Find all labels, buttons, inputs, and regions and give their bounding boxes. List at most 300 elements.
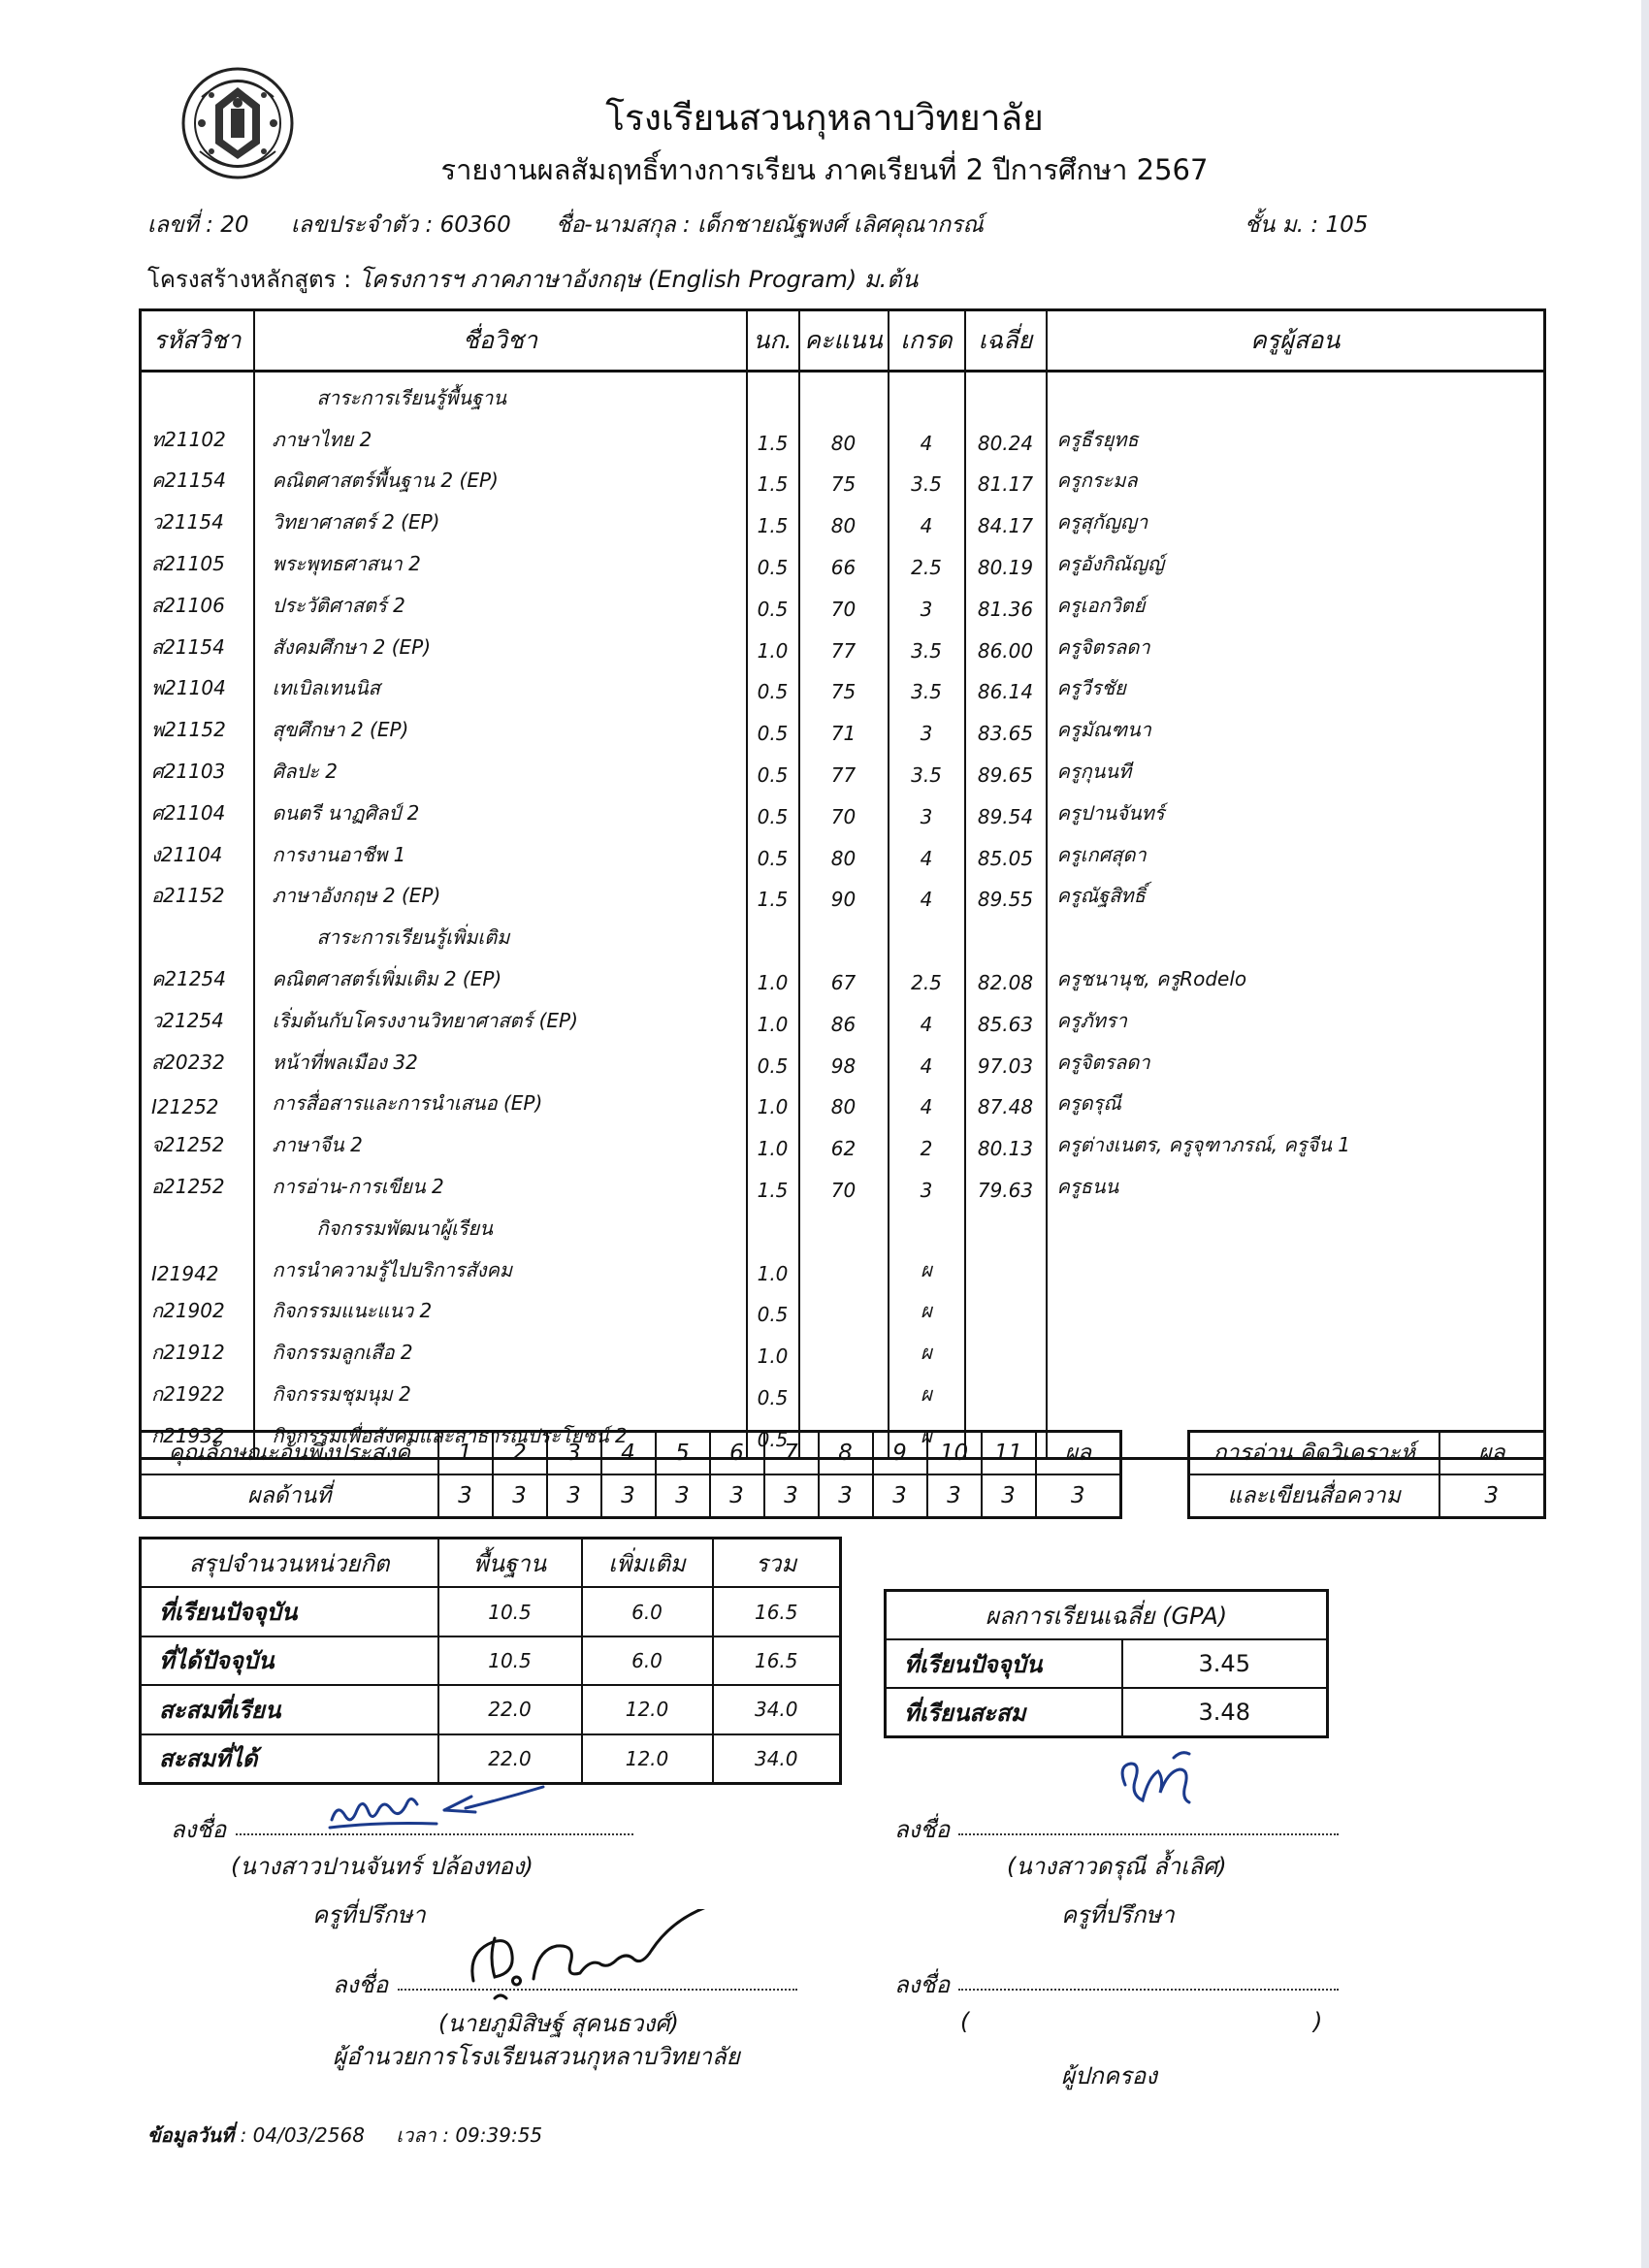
trait-aspect-score: 3 <box>547 1474 601 1518</box>
trait-aspect-score: 3 <box>819 1474 873 1518</box>
traits-aspect-label: ผลด้านที่ <box>141 1474 438 1518</box>
col-header-grade: เกรด <box>889 310 965 372</box>
empty-cell <box>889 912 965 954</box>
grade-row <box>141 1161 1545 1203</box>
subject-group-label: สาระการเรียนรู้เพิ่มเติม <box>254 912 747 954</box>
subject-name: ประวัติศาสตร์ 2 <box>254 580 747 622</box>
subject-grade: ผ <box>889 1286 965 1328</box>
director-name: (นายภูมิสิษฐ์ สุคนธวงศ์) <box>438 2010 679 2037</box>
subject-teacher: ครูกระมล <box>1047 456 1545 498</box>
subject-code: ว21154 <box>141 497 254 538</box>
subject-grade: 4 <box>889 1079 965 1120</box>
subject-name: การอ่าน-การเขียน 2 <box>254 1161 747 1203</box>
subject-average: 80.24 <box>965 414 1047 456</box>
reading-label-line2: และเขียนสื่อความ <box>1189 1474 1439 1518</box>
grade-row <box>141 538 1545 580</box>
credits-row <box>141 1587 841 1636</box>
subject-average: 83.65 <box>965 704 1047 746</box>
grade-row <box>141 788 1545 829</box>
sign-label-advisor2: ลงชื่อ <box>894 1816 951 1843</box>
subject-grade: 3 <box>889 788 965 829</box>
credits-extra: 12.0 <box>582 1685 713 1733</box>
subject-score: 77 <box>799 746 889 788</box>
subject-teacher: ครูดรุณี <box>1047 1079 1545 1120</box>
gpa-current-value: 3.45 <box>1122 1639 1328 1688</box>
trait-aspect-number: 1 <box>438 1432 493 1475</box>
subject-name: เทเบิลเทนนิส <box>254 664 747 705</box>
subject-credits: 0.5 <box>747 1369 799 1410</box>
subject-code: จ21252 <box>141 1119 254 1161</box>
subject-code: ง21104 <box>141 829 254 871</box>
subject-teacher: ครูอังกิณัญญ์ <box>1047 538 1545 580</box>
subject-score: 90 <box>799 871 889 913</box>
grade-row <box>141 1119 1545 1161</box>
student-class: ชั้น ม. : 105 <box>1245 212 1369 238</box>
subject-grade: 4 <box>889 995 965 1037</box>
subject-code: I21942 <box>141 1245 254 1286</box>
subject-code: ก21912 <box>141 1327 254 1369</box>
advisor1-role: ครูที่ปรึกษา <box>312 1901 426 1928</box>
subject-credits: 0.5 <box>747 580 799 622</box>
subject-name: การสื่อสารและการนำเสนอ (EP) <box>254 1079 747 1120</box>
subject-name: เริ่มต้นกับโครงงานวิทยาศาสตร์ (EP) <box>254 995 747 1037</box>
subject-score: 75 <box>799 664 889 705</box>
subject-grade: 4 <box>889 1037 965 1079</box>
subject-average <box>965 1327 1047 1369</box>
subject-average: 85.05 <box>965 829 1047 871</box>
subject-teacher <box>1047 1245 1545 1286</box>
empty-cell <box>965 912 1047 954</box>
subject-score: 80 <box>799 497 889 538</box>
grades-table <box>139 308 1546 1460</box>
subject-credits: 0.5 <box>747 1037 799 1079</box>
student-id: เลขประจำตัว : 60360 <box>291 212 511 238</box>
grade-row <box>141 871 1545 913</box>
subject-grade: 2 <box>889 1119 965 1161</box>
subject-name: กิจกรรมแนะแนว 2 <box>254 1286 747 1328</box>
subject-teacher: ครูมัณฑนา <box>1047 704 1545 746</box>
subject-grade: 4 <box>889 414 965 456</box>
subject-average: 87.48 <box>965 1079 1047 1120</box>
subject-credits: 1.0 <box>747 954 799 995</box>
subject-teacher <box>1047 1369 1545 1410</box>
sign-label-parent: ลงชื่อ <box>894 1971 951 1998</box>
empty-cell <box>965 372 1047 414</box>
subject-grade: ผ <box>889 1369 965 1410</box>
subject-name: ภาษาจีน 2 <box>254 1119 747 1161</box>
gpa-current-label: ที่เรียนปัจจุบัน <box>886 1639 1122 1688</box>
subject-average <box>965 1369 1047 1410</box>
grade-row <box>141 1079 1545 1120</box>
subject-credits: 0.5 <box>747 664 799 705</box>
credits-row <box>141 1636 841 1685</box>
sign-label-director: ลงชื่อ <box>333 1971 389 1998</box>
credits-row <box>141 1685 841 1733</box>
subject-average: 89.54 <box>965 788 1047 829</box>
trait-aspect-score: 3 <box>927 1474 982 1518</box>
director-role: ผู้อำนวยการโรงเรียนสวนกุหลาบวิทยาลัย <box>333 2043 740 2070</box>
subject-score: 80 <box>799 829 889 871</box>
signature-line-advisor2 <box>958 1833 1339 1835</box>
trait-aspect-score: 3 <box>601 1474 656 1518</box>
trait-aspect-score: 3 <box>982 1474 1036 1518</box>
footer-timestamp: ข้อมูลวันที่ : 04/03/2568 เวลา : 09:39:55 <box>147 2123 543 2147</box>
empty-cell <box>141 372 254 414</box>
parent-paren-close: ) <box>1313 2008 1323 2035</box>
subject-teacher: ครูต่างเนตร, ครูจุฑาภรณ์, ครูจีน 1 <box>1047 1119 1545 1161</box>
col-header-score: คะแนน <box>799 310 889 372</box>
subject-name: การงานอาชีพ 1 <box>254 829 747 871</box>
trait-aspect-number: 3 <box>547 1432 601 1475</box>
trait-aspect-number: 5 <box>656 1432 710 1475</box>
student-name: ชื่อ-นามสกุล : เด็กชายณัฐพงศ์ เลิศคุณากรณ์ <box>556 212 984 238</box>
trait-aspect-number: 2 <box>493 1432 547 1475</box>
empty-cell <box>799 1203 889 1245</box>
subject-credits: 0.5 <box>747 746 799 788</box>
grade-row <box>141 1369 1545 1410</box>
subject-credits: 0.5 <box>747 1410 799 1458</box>
subject-grade: 3.5 <box>889 746 965 788</box>
empty-cell <box>799 912 889 954</box>
grade-row <box>141 1327 1545 1369</box>
subject-average <box>965 1286 1047 1328</box>
credits-col-extra: เพิ่มเติม <box>582 1539 713 1588</box>
subject-score <box>799 1327 889 1369</box>
subject-grade: 2.5 <box>889 954 965 995</box>
student-number: เลขที่ : 20 <box>147 212 249 238</box>
subject-code: ท21102 <box>141 414 254 456</box>
subject-grade: 4 <box>889 871 965 913</box>
subject-average: 81.17 <box>965 456 1047 498</box>
subject-code: ก21902 <box>141 1286 254 1328</box>
traits-result-label: ผล <box>1036 1432 1121 1475</box>
subject-grade: 3 <box>889 580 965 622</box>
subject-average: 89.65 <box>965 746 1047 788</box>
subject-teacher <box>1047 1286 1545 1328</box>
credits-basic: 22.0 <box>438 1734 582 1784</box>
subject-credits: 0.5 <box>747 788 799 829</box>
subject-score: 98 <box>799 1037 889 1079</box>
subject-name: สุขศึกษา 2 (EP) <box>254 704 747 746</box>
handwritten-signature-advisor1 <box>320 1773 553 1841</box>
credits-total: 34.0 <box>713 1685 841 1733</box>
credits-total: 16.5 <box>713 1636 841 1685</box>
trait-aspect-number: 8 <box>819 1432 873 1475</box>
subject-code: ค21154 <box>141 456 254 498</box>
subject-credits: 0.5 <box>747 1286 799 1328</box>
advisor2-role: ครูที่ปรึกษา <box>1061 1901 1175 1928</box>
parent-role: ผู้ปกครอง <box>1061 2062 1157 2090</box>
subject-name: ดนตรี นาฏศิลป์ 2 <box>254 788 747 829</box>
grade-row <box>141 704 1545 746</box>
subject-code: อ21152 <box>141 871 254 913</box>
subject-credits: 1.0 <box>747 995 799 1037</box>
trait-aspect-score: 3 <box>438 1474 493 1518</box>
subject-score: 80 <box>799 1079 889 1120</box>
grades-header-row <box>141 310 1545 372</box>
traits-label: คุณลักษณะอันพึงประสงค์ <box>141 1432 438 1475</box>
subject-group-row <box>141 372 1545 414</box>
subject-grade: ผ <box>889 1410 965 1458</box>
credits-extra: 12.0 <box>582 1734 713 1784</box>
credits-extra: 6.0 <box>582 1587 713 1636</box>
subject-grade: 3.5 <box>889 456 965 498</box>
subject-name: คณิตศาสตร์พื้นฐาน 2 (EP) <box>254 456 747 498</box>
sign-label-advisor1: ลงชื่อ <box>171 1816 227 1843</box>
subject-group-label: กิจกรรมพัฒนาผู้เรียน <box>254 1203 747 1245</box>
grade-row <box>141 995 1545 1037</box>
empty-cell <box>965 1203 1047 1245</box>
reading-result-label: ผล <box>1439 1432 1545 1475</box>
subject-score <box>799 1245 889 1286</box>
subject-grade: 3 <box>889 1161 965 1203</box>
subject-teacher: ครูจิตรลดา <box>1047 622 1545 664</box>
col-header-avg: เฉลี่ย <box>965 310 1047 372</box>
reading-table <box>1187 1430 1546 1519</box>
grade-row <box>141 622 1545 664</box>
credits-total: 34.0 <box>713 1734 841 1784</box>
grade-row <box>141 664 1545 705</box>
subject-credits: 1.5 <box>747 456 799 498</box>
subject-code: ก21922 <box>141 1369 254 1410</box>
subject-score: 66 <box>799 538 889 580</box>
credits-basic: 10.5 <box>438 1636 582 1685</box>
subject-group-row <box>141 912 1545 954</box>
trait-aspect-score: 3 <box>493 1474 547 1518</box>
subject-teacher: ครูวีรชัย <box>1047 664 1545 705</box>
subject-name: ภาษาไทย 2 <box>254 414 747 456</box>
trait-aspect-number: 11 <box>982 1432 1036 1475</box>
credits-col-basic: พื้นฐาน <box>438 1539 582 1588</box>
subject-code: พ21152 <box>141 704 254 746</box>
subject-credits: 1.0 <box>747 1119 799 1161</box>
subject-credits: 1.0 <box>747 1327 799 1369</box>
subject-code: ส21106 <box>141 580 254 622</box>
subject-score <box>799 1369 889 1410</box>
empty-cell <box>1047 912 1545 954</box>
gpa-cumulative-label: ที่เรียนสะสม <box>886 1688 1122 1737</box>
subject-name: กิจกรรมชุมนุม 2 <box>254 1369 747 1410</box>
credits-col-total: รวม <box>713 1539 841 1588</box>
credits-row-label: ที่เรียนปัจจุบัน <box>141 1587 438 1636</box>
trait-aspect-number: 4 <box>601 1432 656 1475</box>
gpa-table <box>884 1589 1329 1738</box>
trait-aspect-score: 3 <box>764 1474 819 1518</box>
subject-score: 77 <box>799 622 889 664</box>
grade-row <box>141 456 1545 498</box>
trait-aspect-score: 3 <box>710 1474 764 1518</box>
subject-code: ศ21103 <box>141 746 254 788</box>
grade-row <box>141 580 1545 622</box>
subject-average: 97.03 <box>965 1037 1047 1079</box>
subject-teacher: ครูสุกัญญา <box>1047 497 1545 538</box>
subject-group-row <box>141 1203 1545 1245</box>
subject-teacher: ครูธีรยุทธ <box>1047 414 1545 456</box>
reading-result: 3 <box>1439 1474 1545 1518</box>
traits-number-row <box>141 1432 1121 1475</box>
credits-extra: 6.0 <box>582 1636 713 1685</box>
subject-name: หน้าที่พลเมือง 32 <box>254 1037 747 1079</box>
empty-cell <box>1047 1203 1545 1245</box>
empty-cell <box>889 1203 965 1245</box>
empty-cell <box>141 912 254 954</box>
subject-grade: ผ <box>889 1245 965 1286</box>
subject-average <box>965 1245 1047 1286</box>
subject-grade: 3.5 <box>889 664 965 705</box>
subject-teacher: ครูปานจันทร์ <box>1047 788 1545 829</box>
subject-average: 81.36 <box>965 580 1047 622</box>
gpa-title: ผลการเรียนเฉลี่ย (GPA) <box>886 1591 1328 1640</box>
subject-name: สังคมศึกษา 2 (EP) <box>254 622 747 664</box>
advisor1-name: (นางสาวปานจันทร์ ปล้องทอง) <box>231 1853 534 1880</box>
subject-score: 70 <box>799 580 889 622</box>
subject-average: 82.08 <box>965 954 1047 995</box>
gpa-cumulative-value: 3.48 <box>1122 1688 1328 1737</box>
credits-title: สรุปจำนวนหน่วยกิต <box>141 1539 438 1588</box>
subject-grade: 3 <box>889 704 965 746</box>
subject-teacher: ครูเอกวิตย์ <box>1047 580 1545 622</box>
trait-aspect-score: 3 <box>873 1474 927 1518</box>
subject-code: ก21932 <box>141 1410 254 1458</box>
subject-code: ค21254 <box>141 954 254 995</box>
subject-grade: 4 <box>889 829 965 871</box>
empty-cell <box>141 1203 254 1245</box>
credits-summary-table <box>139 1537 842 1785</box>
handwritten-signature-director <box>456 1909 728 2006</box>
subject-name: การนำความรู้ไปบริการสังคม <box>254 1245 747 1286</box>
empty-cell <box>889 372 965 414</box>
grade-row <box>141 497 1545 538</box>
subject-credits: 1.0 <box>747 1079 799 1120</box>
subject-credits: 1.0 <box>747 1245 799 1286</box>
subject-average: 89.55 <box>965 871 1047 913</box>
trait-aspect-number: 9 <box>873 1432 927 1475</box>
subject-score <box>799 1286 889 1328</box>
subject-credits: 0.5 <box>747 538 799 580</box>
subject-code: ส20232 <box>141 1037 254 1079</box>
subject-score: 70 <box>799 1161 889 1203</box>
subject-teacher: ครูกุนนที <box>1047 746 1545 788</box>
subject-teacher: ครูธนน <box>1047 1161 1545 1203</box>
reading-label-line1: การอ่าน คิดวิเคราะห์ <box>1189 1432 1439 1475</box>
subject-average: 84.17 <box>965 497 1047 538</box>
empty-cell <box>1047 372 1545 414</box>
subject-score: 70 <box>799 788 889 829</box>
subject-teacher: ครูชนานุช, ครูRodelo <box>1047 954 1545 995</box>
traits-score-row <box>141 1474 1121 1518</box>
col-header-teacher: ครูผู้สอน <box>1047 310 1545 372</box>
subject-credits: 1.5 <box>747 871 799 913</box>
empty-cell <box>747 372 799 414</box>
credits-row-label: สะสมที่ได้ <box>141 1734 438 1784</box>
subject-code: ศ21104 <box>141 788 254 829</box>
curriculum-line: โครงสร้างหลักสูตร : โครงการฯ ภาคภาษาอังกฤษ (English Program) ม.ต้น <box>147 266 919 293</box>
subject-average: 86.14 <box>965 664 1047 705</box>
grade-row <box>141 1037 1545 1079</box>
subject-credits: 0.5 <box>747 704 799 746</box>
parent-paren-open: ( <box>960 2008 970 2035</box>
traits-result: 3 <box>1036 1474 1121 1518</box>
subject-average: 85.63 <box>965 995 1047 1037</box>
school-name: โรงเรียนสวนกุหลาบวิทยาลัย <box>605 97 1044 139</box>
subject-teacher: ครูเกศสุดา <box>1047 829 1545 871</box>
subject-code: ว21254 <box>141 995 254 1037</box>
subject-teacher <box>1047 1327 1545 1369</box>
page-edge <box>1641 0 1649 2268</box>
subject-average: 80.19 <box>965 538 1047 580</box>
subject-average: 86.00 <box>965 622 1047 664</box>
subject-average: 79.63 <box>965 1161 1047 1203</box>
report-title: รายงานผลสัมฤทธิ์ทางการเรียน ภาคเรียนที่ 2 ปีการศึกษา 2567 <box>440 153 1209 186</box>
subject-code: พ21104 <box>141 664 254 705</box>
col-header-code: รหัสวิชา <box>141 310 254 372</box>
traits-table <box>139 1430 1122 1519</box>
trait-aspect-number: 6 <box>710 1432 764 1475</box>
subject-code: ส21154 <box>141 622 254 664</box>
signature-line-parent <box>958 1989 1339 1991</box>
grade-row <box>141 414 1545 456</box>
subject-grade: 4 <box>889 497 965 538</box>
subject-grade: 2.5 <box>889 538 965 580</box>
subject-code: I21252 <box>141 1079 254 1120</box>
subject-credits: 1.5 <box>747 1161 799 1203</box>
credits-total: 16.5 <box>713 1587 841 1636</box>
credits-basic: 22.0 <box>438 1685 582 1733</box>
grade-row <box>141 829 1545 871</box>
col-header-credits: นก. <box>747 310 799 372</box>
grade-row <box>141 954 1545 995</box>
empty-cell <box>747 1203 799 1245</box>
subject-credits: 1.5 <box>747 497 799 538</box>
trait-aspect-number: 7 <box>764 1432 819 1475</box>
advisor2-name: (นางสาวดรุณี ล้ำเลิศ) <box>1007 1853 1227 1880</box>
subject-name: ศิลปะ 2 <box>254 746 747 788</box>
subject-score: 62 <box>799 1119 889 1161</box>
subject-name: คณิตศาสตร์เพิ่มเติม 2 (EP) <box>254 954 747 995</box>
subject-group-label: สาระการเรียนรู้พื้นฐาน <box>254 372 747 414</box>
grade-row <box>141 1286 1545 1328</box>
subject-code: ส21105 <box>141 538 254 580</box>
subject-score: 80 <box>799 414 889 456</box>
subject-grade: ผ <box>889 1327 965 1369</box>
subject-score: 86 <box>799 995 889 1037</box>
subject-code: อ21252 <box>141 1161 254 1203</box>
subject-credits: 1.0 <box>747 622 799 664</box>
subject-average: 80.13 <box>965 1119 1047 1161</box>
handwritten-signature-advisor2 <box>1106 1746 1212 1824</box>
subject-teacher: ครูภัทรา <box>1047 995 1545 1037</box>
trait-aspect-score: 3 <box>656 1474 710 1518</box>
col-header-name: ชื่อวิชา <box>254 310 747 372</box>
subject-credits: 0.5 <box>747 829 799 871</box>
subject-credits: 1.5 <box>747 414 799 456</box>
subject-name: ภาษาอังกฤษ 2 (EP) <box>254 871 747 913</box>
trait-aspect-number: 10 <box>927 1432 982 1475</box>
subject-teacher: ครูจิตรลดา <box>1047 1037 1545 1079</box>
subject-score: 67 <box>799 954 889 995</box>
subject-name: พระพุทธศาสนา 2 <box>254 538 747 580</box>
credits-basic: 10.5 <box>438 1587 582 1636</box>
credits-row-label: ที่ได้ปัจจุบัน <box>141 1636 438 1685</box>
subject-teacher: ครูณัฐสิทธิ์ <box>1047 871 1545 913</box>
empty-cell <box>799 372 889 414</box>
subject-score: 71 <box>799 704 889 746</box>
subject-score: 75 <box>799 456 889 498</box>
subject-grade: 3.5 <box>889 622 965 664</box>
subject-name: กิจกรรมลูกเสือ 2 <box>254 1327 747 1369</box>
subject-name: กิจกรรมเพื่อสังคมและสาธารณประโยชน์ 2 <box>254 1410 747 1458</box>
grade-row <box>141 1245 1545 1286</box>
